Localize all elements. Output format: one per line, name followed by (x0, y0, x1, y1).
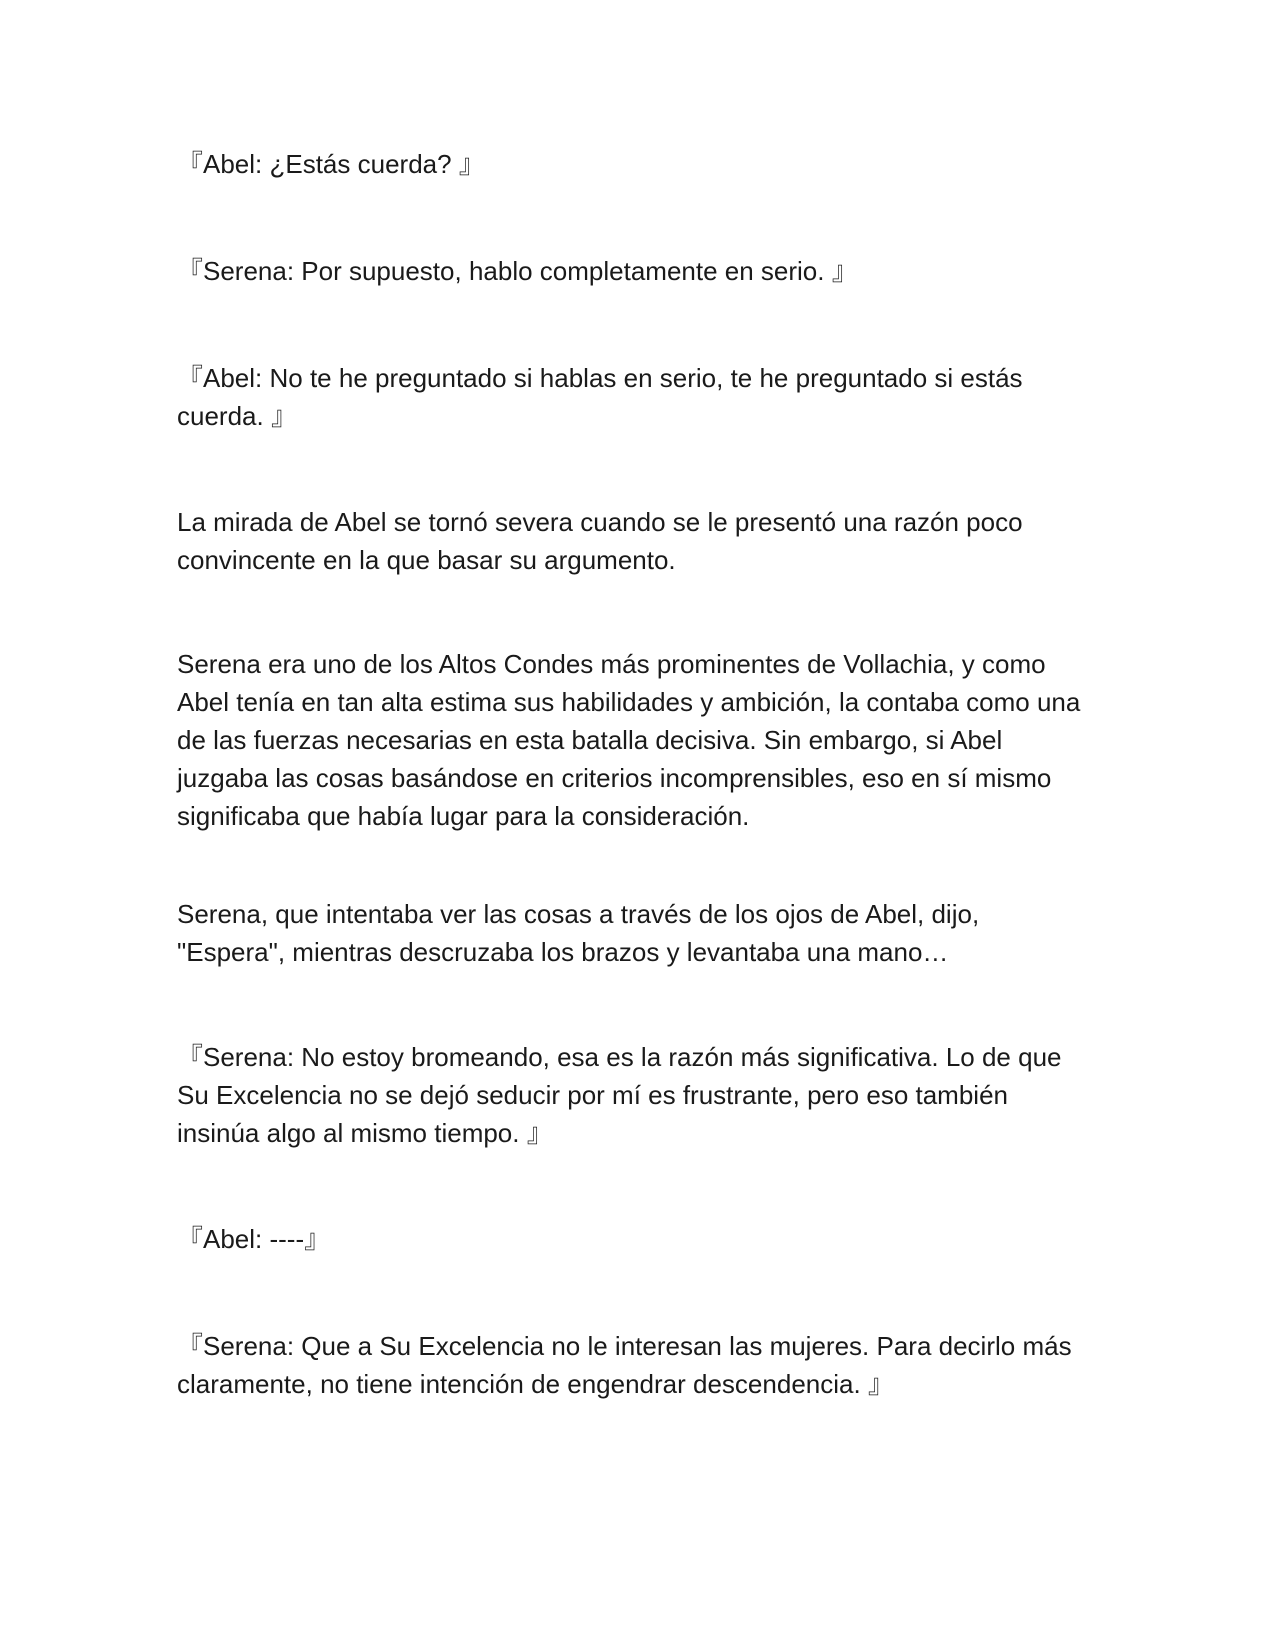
paragraph-narration-1: La mirada de Abel se tornó severa cuando se le presentó una razón poco convincente en la que basar su argumento. (177, 507, 1023, 575)
paragraph-dialogue-abel-3: 『Abel: ----』 (177, 1224, 331, 1254)
paragraph-dialogue-serena-1: 『Serena: Por supuesto, hablo completamente en serio. 』 (177, 256, 858, 286)
paragraph-dialogue-serena-2: 『Serena: No estoy bromeando, esa es la razón más significativa. Lo de que Su Excelencia no se dejó seducir por mí es frustrante, pero eso también insinúa algo al mismo tiempo. 』 (177, 1042, 1062, 1148)
paragraph-narration-3: Serena, que intentaba ver las cosas a través de los ojos de Abel, dijo, "Espera", mientras descruzaba los brazos y levantaba una mano… (177, 899, 980, 967)
paragraph-dialogue-serena-3: 『Serena: Que a Su Excelencia no le interesan las mujeres. Para decirlo más claramente, no tiene intención de engendrar descendencia. 』 (177, 1331, 1072, 1399)
paragraph-narration-2: Serena era uno de los Altos Condes más prominentes de Vollachia, y como Abel tenía en tan alta estima sus habilidades y ambición, la contaba como una de las fuerzas necesarias en esta batalla decisiva. Sin embargo, si Abel juzgaba las cosas basándose en criterios incomprensibles, eso en sí mismo significaba que había lugar para la consideración. (177, 649, 1081, 831)
paragraph-dialogue-abel-2: 『Abel: No te he preguntado si hablas en serio, te he preguntado si estás cuerda. 』 (177, 363, 1023, 431)
paragraph-dialogue-abel-1: 『Abel: ¿Estás cuerda? 』 (177, 149, 485, 179)
